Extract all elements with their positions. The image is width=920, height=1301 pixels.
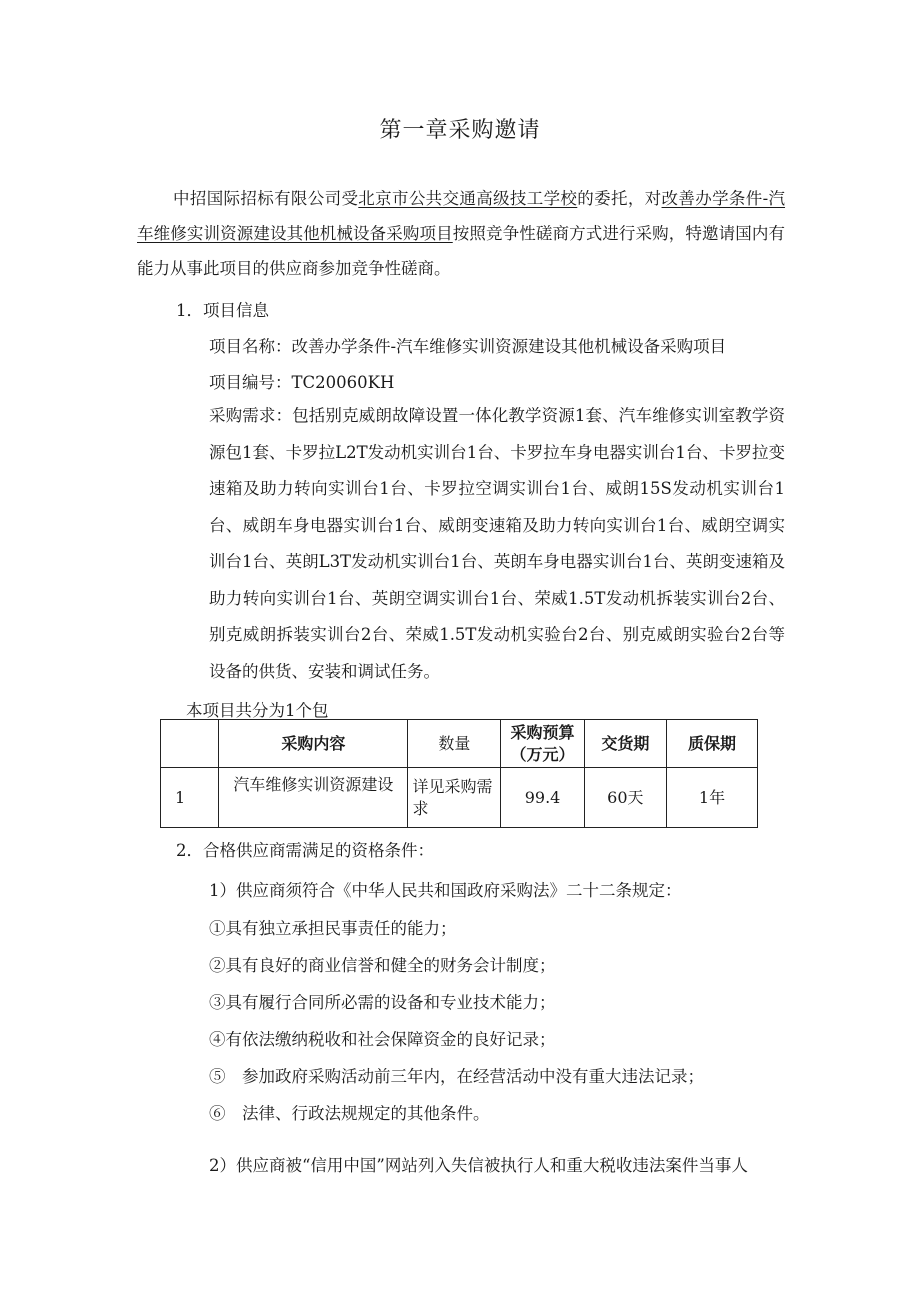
table-header-cell <box>161 720 219 768</box>
table-header-cell: 交货期 <box>584 720 666 768</box>
condition-2: ②具有良好的商业信誉和健全的财务会计制度； <box>209 956 556 975</box>
project-name-underlined: 改善办学条件-汽车维修实训资源建设其他机械设备采购项目 <box>137 189 786 243</box>
table-header-row <box>161 720 758 768</box>
chapter-title: 第一章采购邀请 <box>379 118 541 143</box>
table-cell: 汽车维修实训资源建设 <box>219 768 408 828</box>
procurement-demand: 采购需求：包括别克威朗故障设置一体化教学资源1套、汽车维修实训室教学资源包1套、卡罗拉L2T发动机实训台1台、卡罗拉车身电器实训台1台、卡罗拉变速箱及助力转向实训台1台、卡罗拉空调实训台1台、威朗15S发动机实训台1台、威朗车身电器实训台1台、威朗变速箱及助力转向实训台1台、威朗空调实训台1台、英朗L3T发动机实训台1台、英朗车身电器实训台1台、英朗变速箱及助力转向实训台1台、英朗空调实训台1台、荣威1.5T发动机拆装实训台2台、别克威朗拆装实训台2台、荣威1.5T发动机实验台2台、别克威朗实验台2台等设备的供货、安装和调试任务。 <box>209 406 785 681</box>
table-cell: 1年 <box>666 768 757 828</box>
table-cell: 60天 <box>584 768 666 828</box>
project-name: 项目名称：改善办学条件-汽车维修实训资源建设其他机械设备采购项目 <box>209 337 727 356</box>
condition-6: ⑥ 法律、行政法规规定的其他条件。 <box>209 1104 490 1123</box>
intro-text-3: 按照竞争性磋商方式进行采购，特邀请国内有能力从事此项目的供应商参加竞争性磋商。 <box>137 224 786 278</box>
condition-4: ④有依法缴纳税收和社会保障资金的良好记录； <box>209 1030 556 1049</box>
table-cell: 99.4 <box>501 768 584 828</box>
table-row <box>161 768 758 828</box>
table-cell: 详见采购需求 <box>408 768 501 828</box>
qualification-item-1: 1）供应商须符合《中华人民共和国政府采购法》二十二条规定： <box>209 881 682 900</box>
package-note: 本项目共分为1个包 <box>186 701 329 720</box>
section1-heading: 1．项目信息 <box>176 301 269 320</box>
project-code: 项目编号：TC20060KH <box>209 373 395 392</box>
condition-3: ③具有履行合同所必需的设备和专业技术能力； <box>209 993 556 1012</box>
table-cell: 1 <box>161 768 219 828</box>
table-header-cell: 质保期 <box>666 720 757 768</box>
intro-text-2: 的委托，对 <box>577 189 662 208</box>
table-header-cell: 采购内容 <box>219 720 408 768</box>
qualification-item-2: 2）供应商被“信用中国”网站列入失信被执行人和重大税收违法案件当事人 <box>209 1156 748 1175</box>
table-header-cell: 数量 <box>408 720 501 768</box>
intro-paragraph <box>137 181 785 286</box>
table-header-cell: 采购预算（万元） <box>501 720 584 768</box>
condition-1: ①具有独立承担民事责任的能力； <box>209 919 457 938</box>
condition-5: ⑤ 参加政府采购活动前三年内，在经营活动中没有重大违法记录； <box>209 1067 704 1086</box>
intro-text-1: 中招国际招标有限公司受 <box>173 189 359 208</box>
section2-heading: 2．合格供应商需满足的资格条件： <box>176 841 434 860</box>
package-table <box>160 719 758 828</box>
client-name: 北京市公共交通高级技工学校 <box>358 189 578 208</box>
